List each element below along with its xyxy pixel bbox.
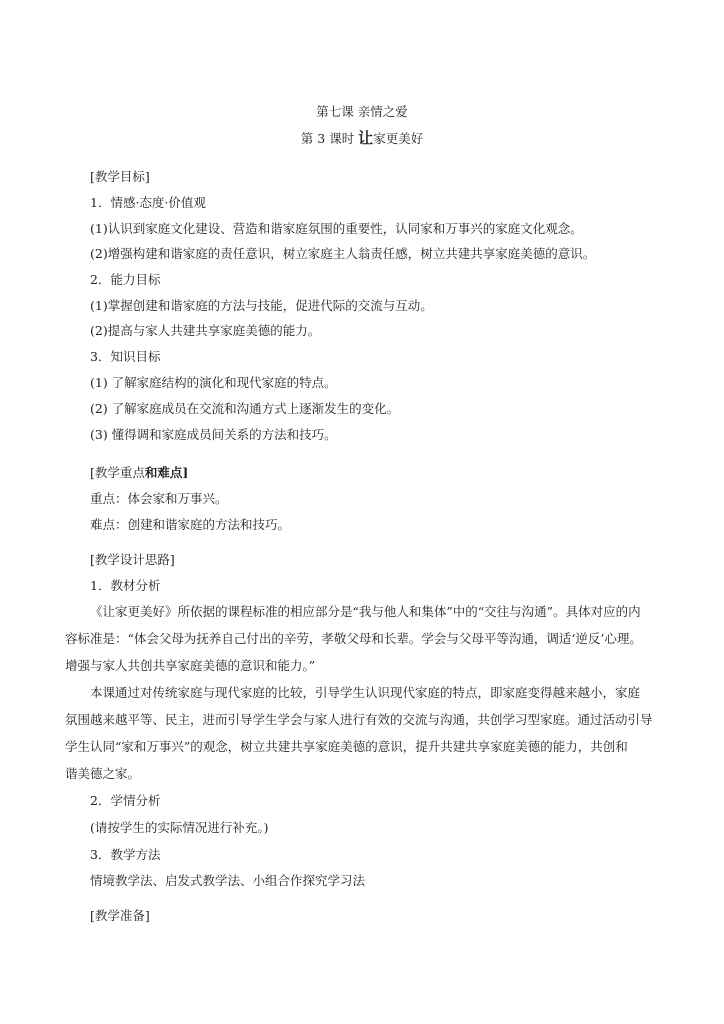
period-title-rest: 家更美好	[373, 131, 424, 146]
key-points-heading-b: 和难点]	[144, 465, 189, 480]
design-s3-title: 3．教学方法	[90, 847, 161, 862]
objectives-s3-item: (2) 了解家庭成员在交流和沟通方式上逐渐发生的变化。	[90, 401, 400, 416]
design-paragraph-line: 本课通过对传统家庭与现代家庭的比较，引导学生认识现代家庭的特点，即家庭变得越来越小，家庭	[90, 685, 641, 700]
design-paragraph-line: 增强与家人共创共享家庭美德的意识和能力。”	[65, 658, 316, 673]
lesson-title: 第七课 亲情之爱	[316, 104, 408, 119]
objectives-s1-item: (2)增强构建和谐家庭的责任意识，树立家庭主人翁责任感，树立共建共享家庭美德的意识。	[90, 246, 596, 261]
objectives-s2-title: 2．能力目标	[90, 272, 161, 287]
key-point: 重点：体会家和万事兴。	[90, 491, 228, 506]
design-s2-text: (请按学生的实际情况进行补充。)	[90, 820, 269, 835]
prep-heading: [教学准备]	[90, 908, 150, 923]
design-paragraph-line: 学生认同“家和万事兴”的观念，树立共建共享家庭美德的意识，提升共建共享家庭美德的能力，共创和	[65, 739, 628, 754]
objectives-s3-item: (1) 了解家庭结构的演化和现代家庭的特点。	[90, 375, 337, 390]
objectives-s3-title: 3．知识目标	[90, 349, 161, 364]
design-paragraph-line: 《让家更美好》所依据的课程标准的相应部分是“我与他人和集体”中的“交往与沟通”。具体对应的内	[90, 604, 641, 619]
design-s2-title: 2．学情分析	[90, 793, 161, 808]
difficult-point: 难点：创建和谐家庭的方法和技巧。	[90, 517, 291, 532]
period-prefix: 第 3 课时	[300, 131, 359, 146]
period-title-emphasis: 让	[358, 129, 374, 147]
design-paragraph-line: 谐美德之家。	[65, 766, 141, 781]
design-heading: [教学设计思路]	[90, 552, 175, 567]
design-s1-title: 1．教材分析	[90, 578, 161, 593]
design-s3-text: 情境教学法、启发式教学法、小组合作探究学习法	[90, 873, 366, 888]
objectives-s2-item: (1)掌握创建和谐家庭的方法与技能，促进代际的交流与互动。	[90, 298, 433, 313]
design-paragraph-line: 氛围越来越平等、民主，进而引导学生学会与家人进行有效的交流与沟通，共创学习型家庭。通过活动引导	[65, 712, 653, 727]
objectives-heading: [教学目标]	[90, 169, 150, 184]
key-points-heading-a: [教学重点	[90, 465, 145, 480]
key-points-heading	[90, 465, 188, 481]
objectives-s1-title: 1．情感·态度·价值观	[90, 195, 206, 210]
objectives-s1-item: (1)认识到家庭文化建设、营造和谐家庭氛围的重要性，认同家和万事兴的家庭文化观念。	[90, 221, 583, 236]
objectives-s2-item: (2)提高与家人共建共享家庭美德的能力。	[90, 323, 321, 338]
design-paragraph-line: 容标准是：“体会父母为抚养自己付出的辛劳，孝敬父母和长辈。学会与父母平等沟通，调适‘逆反’心理。	[65, 631, 642, 646]
objectives-s3-item: (3) 懂得调和家庭成员间关系的方法和技巧。	[90, 427, 337, 442]
period-title	[0, 130, 724, 147]
